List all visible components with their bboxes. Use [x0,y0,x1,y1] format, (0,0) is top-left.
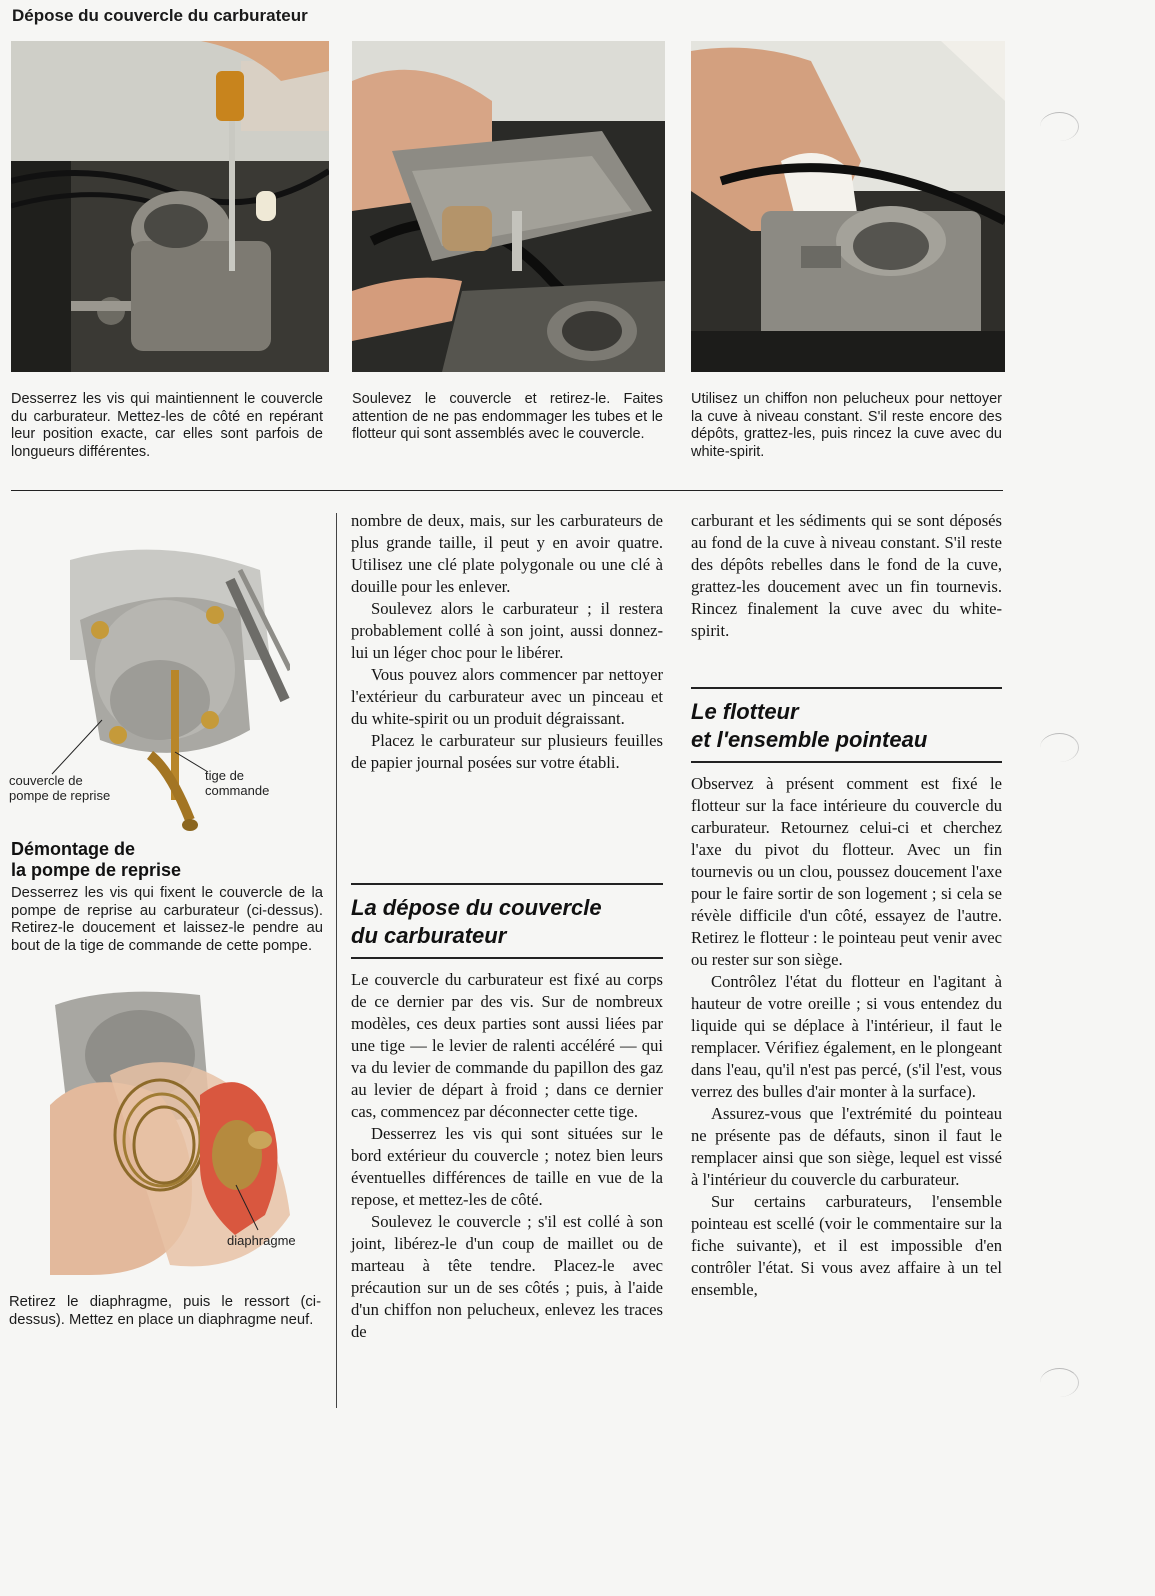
paragraph: Contrôlez l'état du flotteur en l'agitant à hauteur de votre oreille ; si vous entendez du liquide qui se déplace à l'intérieur, il faut le remplacer. Vérifiez également, en le plongeant dans l'eau, qu'il n'est pas percé, (s'il l'est, vous verrez des bulles d'air monter à la surface). [691,972,1002,1101]
photo-clean-bowl [691,41,1005,372]
paragraph: Soulevez alors le carburateur ; il restera probablement collé à son joint, aussi donnez-lui un léger choc pour le libérer. [351,599,663,662]
label-pump-cover: couvercle de pompe de reprise [9,773,111,803]
right-column-bottom [691,773,1002,1301]
page-title: Dépose du couvercle du carburateur [12,6,308,25]
heading-rule-top [691,687,1002,689]
photo-caption-3: Utilisez un chiffon non pelucheux pour nettoyer la cuve à niveau constant. S'il reste encore des dépôts, grattez-les, puis rincez la cuve avec du white-spirit. [691,391,1002,460]
middle-column-top [351,510,663,774]
label-diaphragm: diaphragme [227,1233,296,1248]
figure-caption-diaphragm: Retirez le diaphragme, puis le ressort (ci-dessus). Mettez en place un diaphragme neuf. [9,1294,321,1328]
section-title-pump [11,839,321,881]
paragraph: Desserrez les vis qui sont situées sur le bord extérieur du couvercle ; notez bien leurs éventuelles différences de taille en vue de la repose, et mettez-les de côté. [351,1124,663,1209]
paragraph: Sur certains carburateurs, l'ensemble pointeau est scellé (voir le commentaire sur la fiche suivante), et il est impossible d'en contrôler l'état. Si vous avez affaire à un tel ensemble, [691,1192,1002,1299]
binder-hole [1040,112,1079,141]
binder-hole [1040,1368,1079,1397]
section-title-line1: Démontage de [11,839,136,859]
photo-caption-1: Desserrez les vis qui maintiennent le couvercle du carburateur. Mettez-les de côté en repérant leur position exacte, car elles sont parfois de longueurs différentes. [11,391,323,460]
heading-rule-top [351,883,663,885]
heading-line1: La dépose du couvercle [351,895,602,920]
section-divider [11,490,1003,491]
heading-float-needle [691,698,1002,754]
paragraph: carburant et les sédiments qui se sont déposés au fond de la cuve à niveau constant. S'il reste des dépôts rebelles dans le fond de la cuve, grattez-les doucement avec un fin tournevis. Rincez finalement la cuve avec du white-spirit. [691,511,1002,640]
heading-line2: du carburateur [351,923,507,948]
label-control-rod: tige de commande [205,768,270,798]
photo-unscrew-cover [11,41,329,372]
photo-lift-cover [352,41,665,372]
paragraph: Observez à présent comment est fixé le flotteur sur la face intérieure du couvercle du carburateur. Retournez celui-ci et cherchez l'axe du pivot du flotteur. Avec un fin tournevis ou un clou, poussez doucement l'axe pour le faire sortir de son logement ; si cela se révèle difficile d'un côté, essayez de l'autre. Retirez le flotteur : le pointeau peut venir avec ou rester sur son siège. [691,774,1002,969]
heading-rule-bottom [691,761,1002,763]
column-divider [336,513,337,1408]
paragraph: Placez le carburateur sur plusieurs feuilles de papier journal posées sur votre établi. [351,731,663,772]
right-column-top [691,510,1002,642]
diaphragm-illustration [50,985,310,1275]
paragraph: Le couvercle du carburateur est fixé au corps de ce dernier par des vis. Sur de nombreux modèles, ces deux parties sont aussi liées par une tige — le levier de ralenti accéléré — qui va du levier de commande du papillon des gaz au levier de départ à froid ; dans ce dernier cas, commencez par déconnecter cette tige. [351,970,663,1121]
heading-rule-bottom [351,957,663,959]
section-title-line2: la pompe de reprise [11,860,182,880]
middle-column-bottom [351,969,663,1343]
heading-cover-removal [351,894,663,950]
paragraph: nombre de deux, mais, sur les carburateurs de plus grande taille, il peut y en avoir quatre. Utilisez une clé plate polygonale ou une clé à douille pour les enlever. [351,511,663,596]
section-text-pump: Desserrez les vis qui fixent le couvercle de la pompe de reprise au carburateur (ci-dessus). Retirez-le doucement et laissez-le pendre au bout de la tige de commande de cette pompe. [11,885,323,954]
photo-caption-2: Soulevez le couvercle et retirez-le. Faites attention de ne pas endommager les tubes et le flotteur qui sont assemblés avec le couvercle. [352,391,663,442]
binder-hole [1040,733,1079,762]
heading-line1: Le flotteur [691,699,799,724]
paragraph: Assurez-vous que l'extrémité du pointeau ne présente pas de défauts, sinon il faut le remplacer ainsi que son siège, lequel est vissé à l'intérieur du couvercle du carburateur. [691,1104,1002,1189]
paragraph: Vous pouvez alors commencer par nettoyer l'extérieur du carburateur avec un pinceau et du white-spirit ou un produit dégraissant. [351,665,663,728]
paragraph: Soulevez le couvercle ; s'il est collé à son joint, libérez-le d'un coup de maillet ou de marteau à tête tendre. Placez-le avec précaution sur un de ses côtés ; puis, à l'aide d'un chiffon non pelucheux, enlevez les traces de [351,1212,663,1341]
heading-line2: et l'ensemble pointeau [691,727,928,752]
